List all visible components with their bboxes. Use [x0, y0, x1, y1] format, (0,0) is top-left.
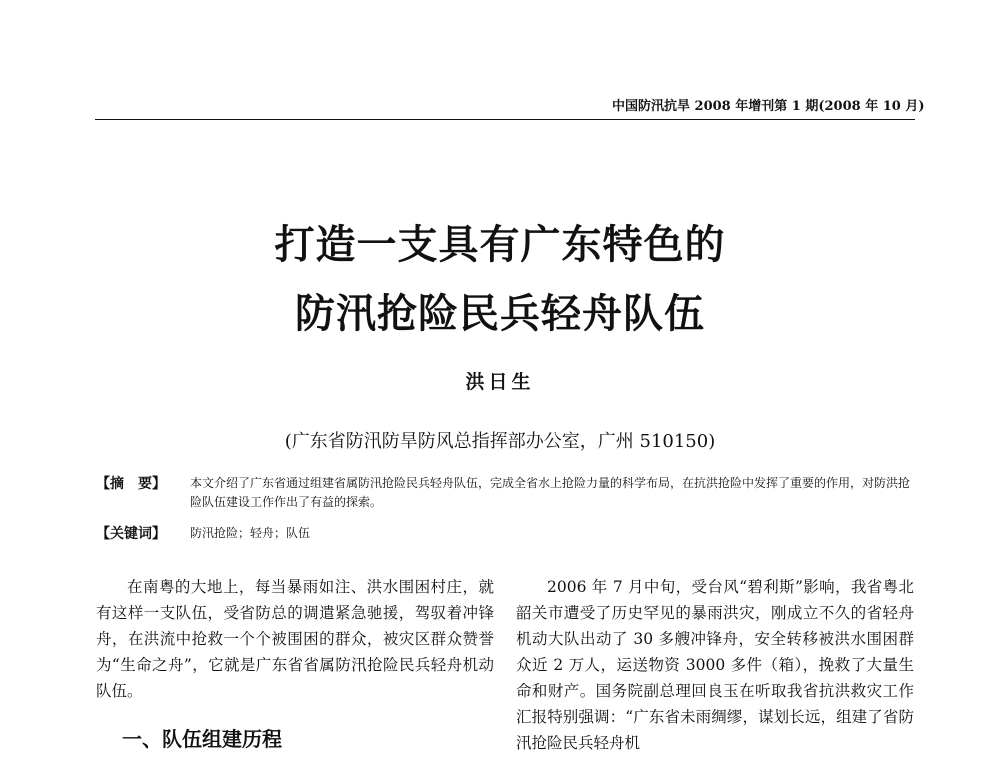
keywords-label: 【关键词】: [96, 526, 166, 542]
author-name: 洪日生: [465, 371, 535, 393]
section-heading: 一、队伍组建历程: [122, 727, 282, 751]
body-paragraph: 在南粤的大地上，每当暴雨如注、洪水围困村庄，就有这样一支队伍，受省防总的调遣紧急驰援，驾驭着冲锋舟，在洪流中抢救一个个被围困的群众，被灾区群众赞誉为“生命之舟”，它就是广东省省属防汛抢险民兵轻舟机动队伍。: [96, 578, 494, 700]
author-affiliation: (广东省防汛防旱防风总指挥部办公室，广州 510150): [284, 431, 716, 452]
body-column-left: [96, 574, 494, 704]
abstract-text: 本文介绍了广东省通过组建省属防汛抢险民兵轻舟队伍，完成全省水上抢险力量的科学布局，在抗洪抢险中发挥了重要的作用，对防洪抢险队伍建设工作作出了有益的探索。: [190, 476, 911, 509]
header-divider: [95, 119, 915, 120]
abstract-label: 【摘 要】: [96, 476, 166, 492]
article-title-line-1: 打造一支具有广东特色的: [274, 221, 726, 268]
article-title-line-2: 防汛抢险民兵轻舟队伍: [295, 290, 705, 337]
keywords-text: 防汛抢险；轻舟；队伍: [190, 526, 311, 540]
body-column-right: [516, 574, 914, 756]
body-paragraph: 2006 年 7 月中旬，受台风“碧利斯”影响，我省粤北韶关市遭受了历史罕见的暴雨洪灾，刚成立不久的省轻舟机动大队出动了 30 多艘冲锋舟，安全转移被洪水围困群众近 2 万人，运送物资 3000 多件（箱），挽救了大量生命和财产。国务院副总理回良玉在听取我省抗洪救灾工作汇报特别强调：“广东省未雨绸缪，谋划长远，组建了省防汛抢险民兵轻舟机: [516, 578, 914, 752]
journal-header: 中国防汛抗旱 2008 年增刊第 1 期(2008 年 10 月): [612, 99, 925, 114]
